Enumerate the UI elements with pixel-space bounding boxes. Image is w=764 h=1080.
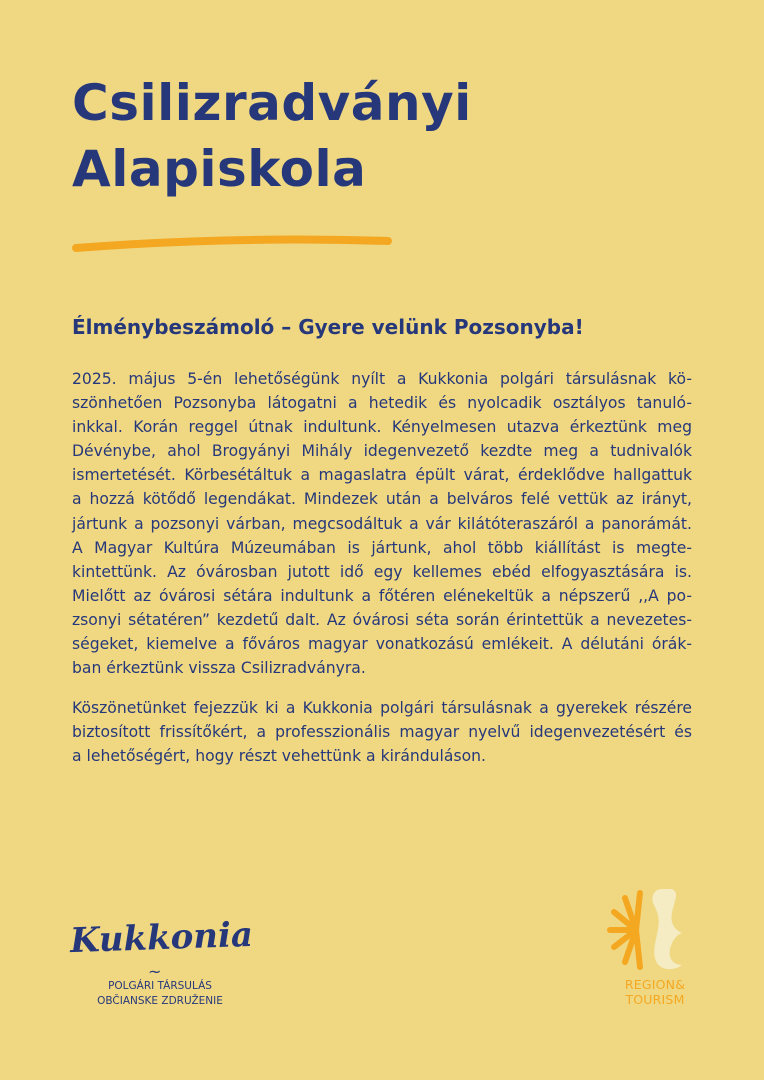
paragraph-line: inkkal. Korán reggel útnak indultunk. Kényelmesen utazva érkeztünk meg xyxy=(72,418,692,437)
paragraph-line: 2025. május 5-én lehetőségünk nyílt a Kukkonia polgári társulásnak kö- xyxy=(72,370,692,388)
kukkonia-logo xyxy=(60,914,260,1018)
title-line-2: Alapiskola xyxy=(72,140,367,198)
kukkonia-subtitle-sk: OBČIANSKE ZDRUŽENIE xyxy=(97,995,223,1007)
paragraph-line: zsonyi sétatéren” kezdetű dalt. Az óvárosi séta során érintettük a nevezetes- xyxy=(72,610,692,629)
paragraph-line: biztosított frissítőkért, a professzionális magyar nyelvű idegenvezetésért és xyxy=(72,723,692,742)
paragraph-line: jártunk a pozsonyi várban, megcsodáltuk a vár kilátóteraszáról a panorámát. xyxy=(72,514,692,533)
paragraph-2 xyxy=(72,696,692,768)
region-tourism-logo xyxy=(600,885,710,1015)
paragraph-line: ban érkeztünk vissza Csilizradványra. xyxy=(72,659,366,678)
article-body xyxy=(72,367,692,769)
paragraph-line: szönhetően Pozsonyba látogatni a hetedik és nyolcadik osztályos tanuló- xyxy=(72,394,692,413)
region-tourism-line2: TOURISM xyxy=(625,992,685,1007)
paragraph-line: A Magyar Kultúra Múzeumában is jártunk, ahol több kiállítást is megte- xyxy=(72,538,692,557)
paragraph-line: a hozzá kötődő legendákat. Mindezek után a belváros felé vettük az irányt, xyxy=(72,490,692,509)
kukkonia-wordmark: Kukkonia xyxy=(69,914,254,962)
kukkonia-subtitle-hu: POLGÁRI TÁRSULÁS xyxy=(108,980,212,992)
paragraph-line: ségeket, kiemelve a főváros magyar vonatkozású emlékeit. A délutáni órák- xyxy=(72,635,692,654)
paragraph-line: a lehetőségért, hogy részt vehettünk a kiránduláson. xyxy=(72,747,486,766)
region-tourism-line1: REGION& xyxy=(624,977,686,992)
paragraph-line: Köszönetünket fejezzük ki a Kukkonia polgári társulásnak a gyerekek részére xyxy=(72,699,692,718)
paragraph-line: ismertetését. Körbesétáltuk a magaslatra épült várat, érdeklődve hallgattuk xyxy=(72,466,692,485)
article-subtitle: Élménybeszámoló – Gyere velünk Pozsonyba! xyxy=(72,315,584,339)
paragraph-line: Dévénybe, ahol Brogyányi Mihály idegenvezető kezdte meg a tudnivalók xyxy=(72,442,692,461)
page-title xyxy=(72,70,472,202)
paragraph-line: Mielőtt az óvárosi sétára indultunk a főtéren elénekeltük a népszerű ,,A po- xyxy=(72,586,692,605)
sun-k-icon xyxy=(600,885,710,975)
paragraph-1 xyxy=(72,367,692,680)
title-line-1: Csilizradványi xyxy=(72,74,472,132)
kukkonia-tilde-decoration: ~ xyxy=(148,962,162,981)
title-underline xyxy=(72,232,392,256)
paragraph-line: kintettünk. Az óvárosban jutott idő egy kellemes ebéd elfogyasztására is. xyxy=(72,562,692,581)
